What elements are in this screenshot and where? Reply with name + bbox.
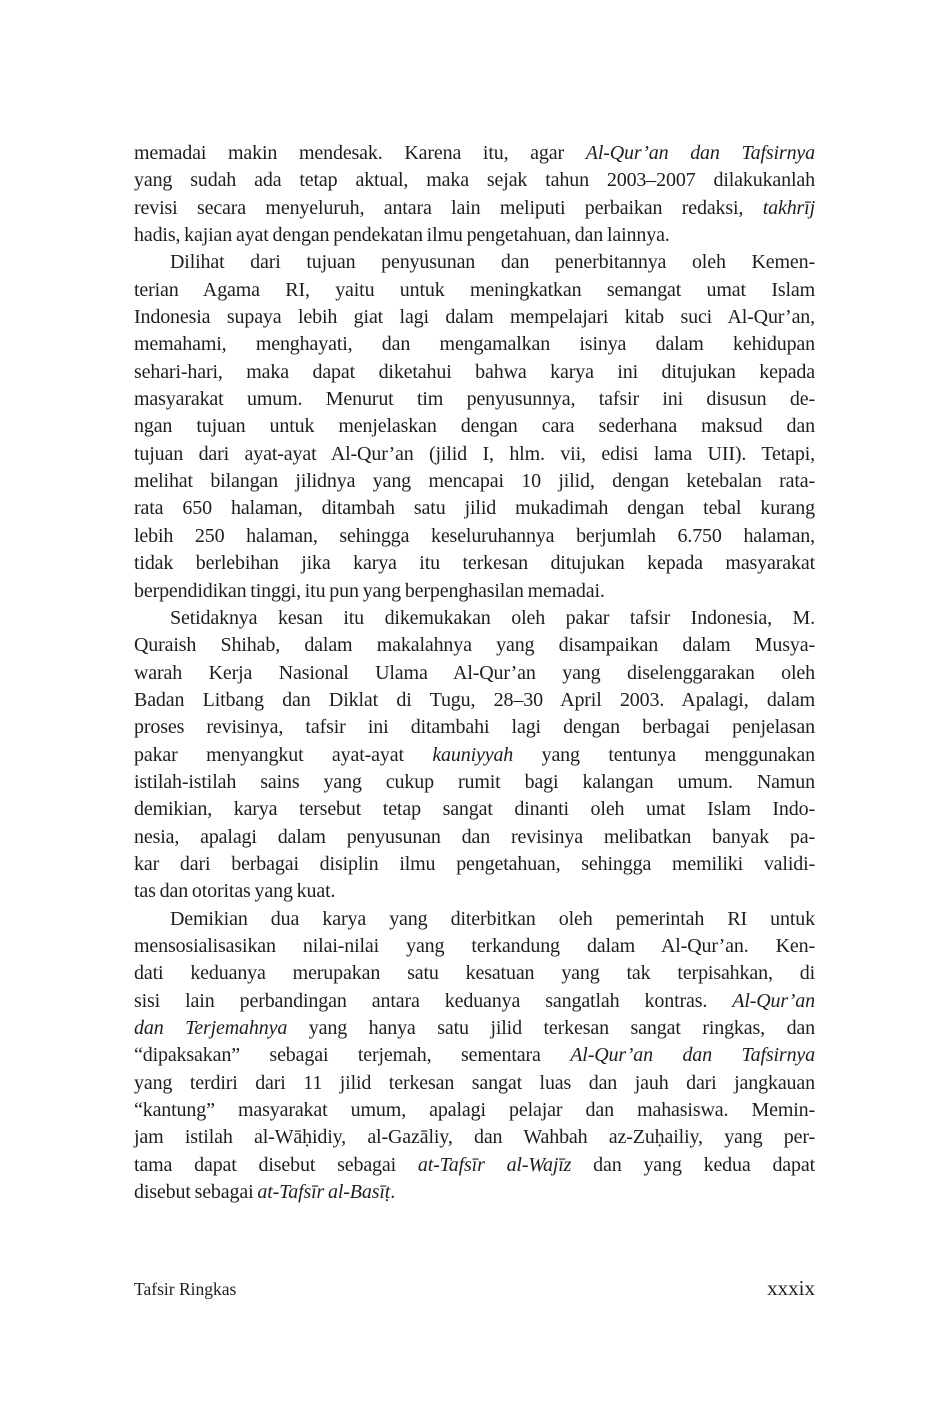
text-line: Badan Litbang dan Diklat di Tugu, 28–30 April 2003. Apalagi, dalam <box>134 688 815 711</box>
text-line: mensosialisasikan nilai-nilai yang terkandung dalam Al-Qur’an. Ken- <box>134 934 815 957</box>
text-line: melihat bilangan jilidnya yang mencapai 10 jilid, dengan ketebalan rata- <box>134 470 815 493</box>
paragraph <box>134 140 815 249</box>
text-line: memadai makin mendesak. Karena itu, agar Al-Qur’an dan Tafsirnya <box>134 142 815 164</box>
text-line: ngan tujuan untuk menjelaskan dengan cara sederhana maksud dan <box>134 415 815 438</box>
page-footer <box>134 1276 815 1301</box>
text-line: memahami, menghayati, dan mengamalkan isinya dalam kehidupan <box>134 333 815 356</box>
text-line: dan Terjemahnya yang hanya satu jilid terkesan sangat ringkas, dan <box>134 1017 816 1039</box>
text-line: Dilihat dari tujuan penyusunan dan penerbitannya oleh Kemen- <box>170 251 815 274</box>
paragraph <box>134 906 815 1207</box>
text-line: pakar menyangkut ayat-ayat kauniyyah yang tentunya menggunakan <box>134 743 815 766</box>
text-line: terian Agama RI, yaitu untuk meningkatkan semangat umat Islam <box>134 278 815 301</box>
paragraph <box>134 605 815 906</box>
footer-running-title: Tafsir Ringkas <box>134 1279 237 1299</box>
text-line: dati keduanya merupakan satu kesatuan yang tak terpisahkan, di <box>134 962 815 985</box>
text-line: istilah-istilah sains yang cukup rumit bagi kalangan umum. Namun <box>134 770 815 793</box>
text-line: tama dapat disebut sebagai at-Tafsīr al-Wajīz dan yang kedua dapat <box>134 1153 816 1176</box>
text-line: yang terdiri dari 11 jilid terkesan sangat luas dan jauh dari jangkauan <box>134 1071 815 1094</box>
text-line: tas dan otoritas yang kuat. <box>134 880 336 903</box>
text-line: jam istilah al-Wāḥidiy, al-Gazāliy, dan Wahbah az-Zuḥailiy, yang per- <box>134 1126 815 1149</box>
text-line: Indonesia supaya lebih giat lagi dalam mempelajari kitab suci Al-Qur’an, <box>134 306 815 329</box>
text-line: demikian, karya tersebut tetap sangat dinanti oleh umat Islam Indo- <box>134 798 815 821</box>
text-line: hadis, kajian ayat dengan pendekatan ilmu pengetahuan, dan lainnya. <box>134 224 670 247</box>
text-line: “dipaksakan” sebagai terjemah, sementara Al-Qur’an dan Tafsirnya <box>134 1044 815 1067</box>
text-line: yang sudah ada tetap aktual, maka sejak tahun 2003–2007 dilakukanlah <box>134 169 815 192</box>
text-line: masyarakat umum. Menurut tim penyusunnya, tafsir ini disusun de- <box>134 388 815 411</box>
text-line: disebut sebagai at-Tafsīr al-Basīṭ. <box>134 1181 396 1204</box>
text-line: Setidaknya kesan itu dikemukakan oleh pakar tafsir Indonesia, M. <box>170 606 815 629</box>
text-line: proses revisinya, tafsir ini ditambahi lagi dengan berbagai penjelasan <box>134 716 815 739</box>
footer-page-number: xxxix <box>767 1276 815 1300</box>
text-line: sisi lain perbandingan antara keduanya sangatlah kontras. Al-Qur’an <box>134 989 815 1012</box>
text-line: kar dari berbagai disiplin ilmu pengetahuan, sehingga memiliki validi- <box>134 852 815 875</box>
text-line: “kantung” masyarakat umum, apalagi pelajar dan mahasiswa. Memin- <box>134 1099 815 1122</box>
text-line: tidak berlebihan jika karya itu terkesan ditujukan kepada masyarakat <box>134 552 815 575</box>
text-line: sehari-hari, maka dapat diketahui bahwa karya ini ditujukan kepada <box>134 360 815 383</box>
text-line: Demikian dua karya yang diterbitkan oleh pemerintah RI untuk <box>170 907 815 930</box>
text-line: revisi secara menyeluruh, antara lain meliputi perbaikan redaksi, takhrīj <box>134 196 815 219</box>
text-line: lebih 250 halaman, sehingga keseluruhannya berjumlah 6.750 halaman, <box>134 524 815 547</box>
paragraph <box>134 249 815 604</box>
text-line: rata 650 halaman, ditambah satu jilid mukadimah dengan tebal kurang <box>134 497 815 520</box>
text-block <box>134 140 815 1206</box>
text-line: Quraish Shihab, dalam makalahnya yang disampaikan dalam Musya- <box>134 634 815 657</box>
text-line: warah Kerja Nasional Ulama Al-Qur’an yang diselenggarakan oleh <box>134 661 815 684</box>
text-line: berpendidikan tinggi, itu pun yang berpenghasilan memadai. <box>134 579 605 602</box>
text-line: nesia, apalagi dalam penyusunan dan revisinya melibatkan banyak pa- <box>134 825 815 848</box>
text-line: tujuan dari ayat-ayat Al-Qur’an (jilid I, hlm. vii, edisi lama UII). Tetapi, <box>134 442 815 465</box>
